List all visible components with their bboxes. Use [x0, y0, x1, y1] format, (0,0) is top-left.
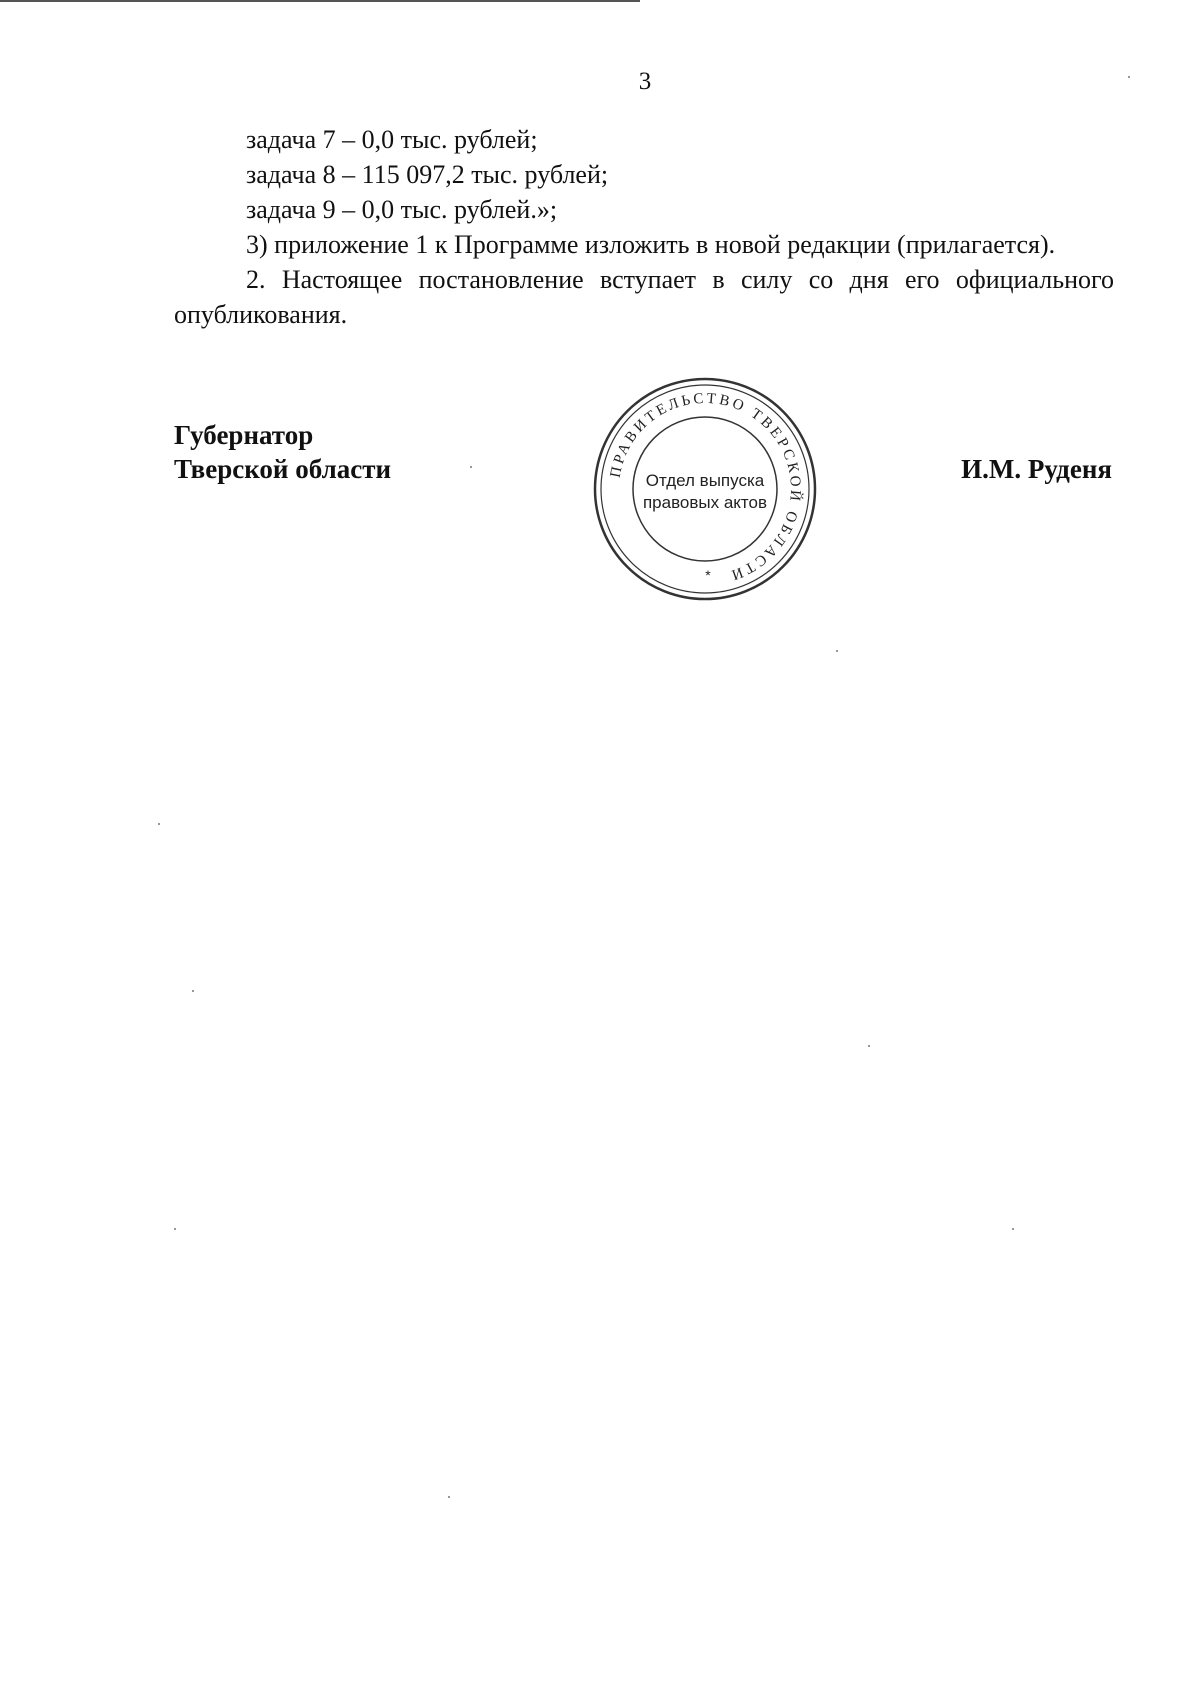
- scan-speck: [868, 1045, 870, 1047]
- official-stamp: [590, 374, 820, 604]
- scan-speck: [836, 650, 838, 652]
- scan-speck: [192, 990, 194, 992]
- task-7-line: задача 7 – 0,0 тыс. рублей;: [246, 125, 538, 154]
- scan-speck: [470, 466, 472, 468]
- item-3-line: 3) приложение 1 к Программе изложить в новой редакции (прилагается).: [246, 230, 1056, 259]
- scan-speck: [448, 1496, 450, 1498]
- point-2-paragraph: 2. Настоящее постановление вступает в силу со дня его официального опубликования.: [174, 265, 1114, 329]
- stamp-inner-line2: правовых актов: [642, 493, 768, 512]
- signatory-title-line2: Тверской области: [174, 454, 392, 484]
- signatory-name: И.М. Руденя: [961, 454, 1112, 484]
- task-8-line: задача 8 – 115 097,2 тыс. рублей;: [246, 160, 609, 189]
- scan-speck: [1012, 1228, 1014, 1230]
- signatory-title: [174, 418, 391, 486]
- scan-speck: [174, 1228, 176, 1230]
- scan-speck: [1128, 76, 1130, 78]
- scan-edge-line: [0, 0, 640, 2]
- scan-speck: [158, 823, 160, 825]
- signatory-title-line1: Губернатор: [174, 420, 314, 450]
- page-number: 3: [638, 68, 652, 95]
- stamp-star: *: [705, 567, 711, 583]
- document-body: [174, 122, 1114, 332]
- stamp-outer-text: ПРАВИТЕЛЬСТВО ТВЕРСКОЙ ОБЛАСТИ: [607, 390, 804, 584]
- stamp-inner-line1: Отдел выпуска: [645, 471, 765, 490]
- task-9-line: задача 9 – 0,0 тыс. рублей.»;: [246, 195, 558, 224]
